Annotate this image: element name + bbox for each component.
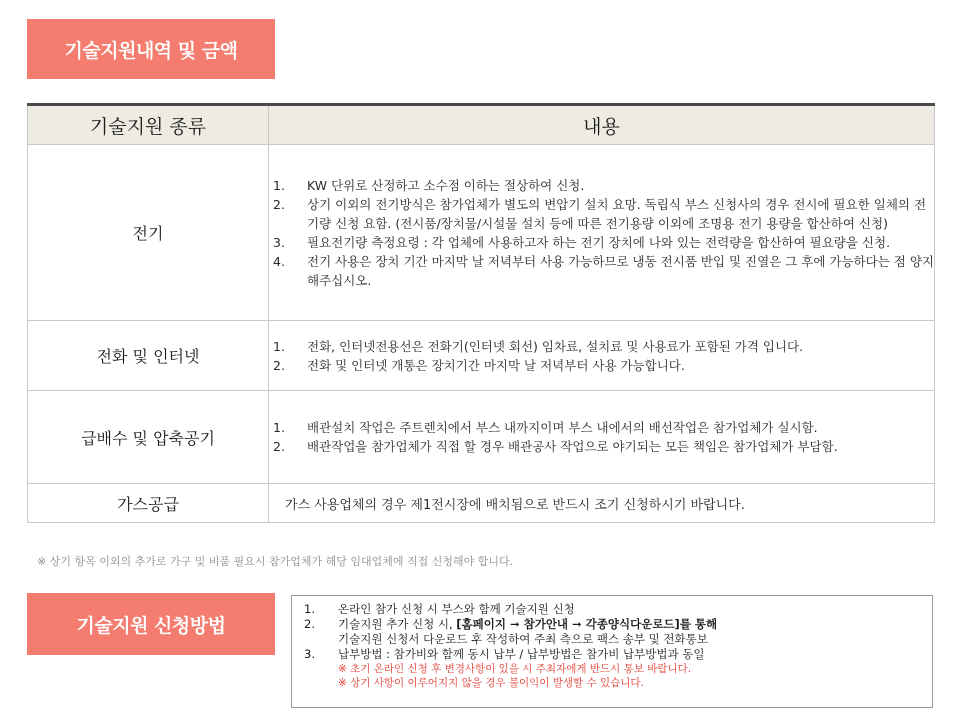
list-item: 4. 전기 사용은 장치 기간 마지막 날 저녁부터 사용 가능하므로 냉동 전시품 반입 및 진열은 그 후에 가능하다는 점 양지해주십시오. [273, 253, 934, 288]
category-water-air: 급배수 및 압축공기 [28, 391, 269, 484]
list-item: 2. 상기 이외의 전기방식은 참가업체가 별도의 변압기 설치 요망. 독립식 부스 신청사의 경우 전시에 필요한 일체의 전기량 신청 요함. (전시품/장치물/시설물 설치 등에 따른 전기용량 이외에 조명용 전기 용량을 합산하여 신청) [273, 196, 927, 231]
table-row-gas [28, 484, 935, 523]
warning-note-1: ※ 초기 온라인 신청 후 변경사항이 있을 시 주최자에게 반드시 통보 바랍니다. [338, 663, 692, 675]
list-item: 1. 배관설치 작업은 주트렌치에서 부스 내까지이며 부스 내에서의 배선작업은 참가업체가 실시함. [273, 420, 818, 435]
content-gas: 가스 사용업체의 경우 제1전시장에 배치됨으로 반드시 조기 신청하시기 바랍니다. [269, 484, 935, 523]
support-table [27, 103, 935, 523]
category-gas: 가스공급 [28, 484, 269, 523]
table-row-phone-internet [28, 321, 935, 391]
section-title-application-method: 기술지원 신청방법 [27, 593, 275, 655]
method-item-1: 1. 온라인 참가 신청 시 부스와 함께 기술지원 신청 [304, 602, 575, 616]
list-item: 2. 배관작업을 참가업체가 직접 할 경우 배관공사 작업으로 야기되는 모든 책임은 참가업체가 부담함. [273, 439, 838, 454]
homepage-path: [홈페이지 ➞ 참가안내 ➞ 각종양식다운로드] [456, 617, 680, 631]
content-water-air [269, 391, 935, 484]
list-item: 2. 전화 및 인터넷 개통은 장치기간 마지막 날 저녁부터 사용 가능합니다. [273, 357, 685, 373]
table-header-row [28, 105, 935, 145]
method-item-2: 2. 기술지원 추가 신청 시, [홈페이지 ➞ 참가안내 ➞ 각종양식다운로드]를 통해 기술지원 신청서 다운로드 후 작성하여 주최 측으로 팩스 송부 및 전화통보 [304, 617, 718, 646]
content-electricity [269, 145, 935, 321]
table-row-water-air [28, 391, 935, 484]
header-type: 기술지원 종류 [28, 105, 269, 145]
list-item: 3. 필요전기량 측정요령 : 각 업체에 사용하고자 하는 전기 장치에 나와 있는 전력량을 합산하여 필요량을 신청. [273, 234, 891, 250]
method-item-3: 3. 납부방법 : 참가비와 함께 동시 납부 / 납부방법은 참가비 납부방법과 동일 [304, 647, 705, 661]
warning-note-2: ※ 상기 사항이 이루어지지 않을 경우 불이익이 발생할 수 있습니다. [338, 677, 644, 689]
list-item: 1. KW 단위로 산정하고 소수점 이하는 절상하여 신청. [273, 177, 585, 193]
section-title-support-details: 기술지원내역 및 금액 [27, 19, 275, 79]
footnote: ※ 상기 항목 이외의 추가로 가구 및 비품 필요시 참가업체가 해당 임대업체에 직접 신청해야 합니다. [37, 555, 514, 568]
content-phone-internet [269, 321, 935, 391]
category-electricity: 전기 [28, 145, 269, 321]
application-method-box [291, 595, 933, 708]
table-row-electricity [28, 145, 935, 321]
list-item: 1. 전화, 인터넷전용선은 전화기(인터넷 회선) 임차료, 설치료 및 사용료가 포함된 가격 입니다. [273, 338, 804, 354]
header-content: 내용 [269, 105, 935, 145]
category-phone-internet: 전화 및 인터넷 [28, 321, 269, 391]
